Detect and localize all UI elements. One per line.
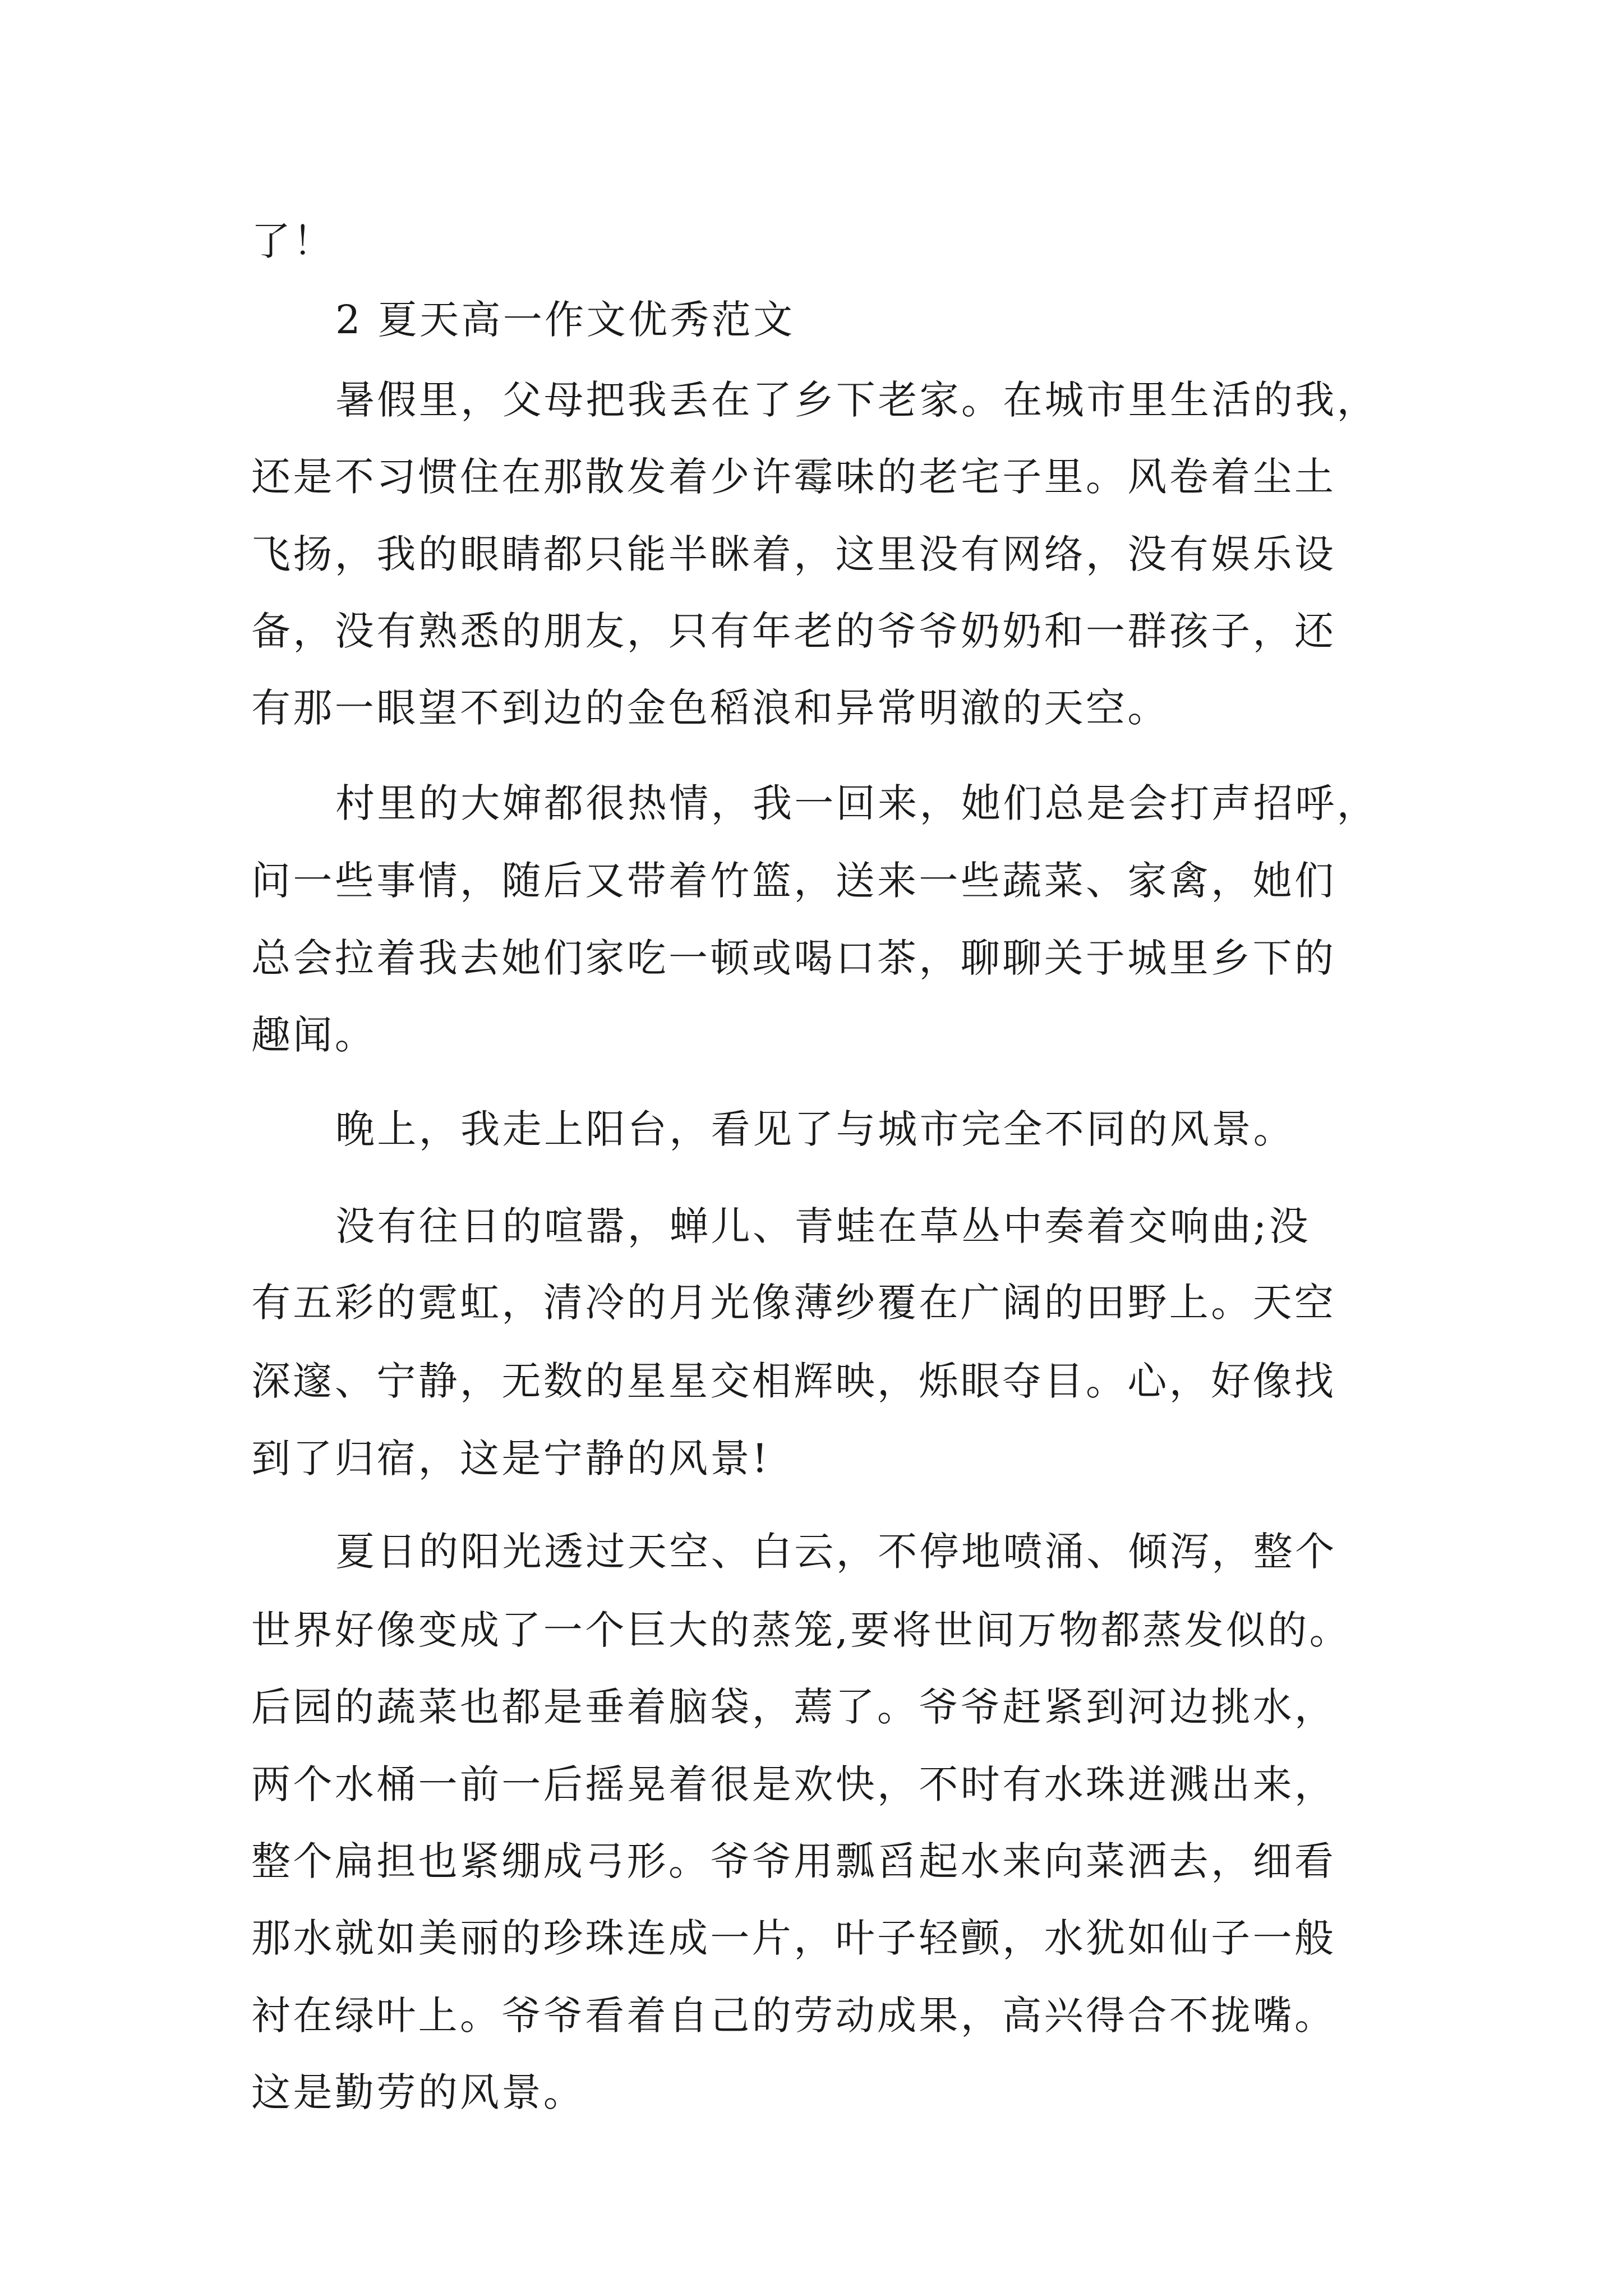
text-line: 还是不习惯住在那散发着少许霉味的老宅子里。风卷着尘土 — [251, 454, 1336, 500]
text-line: 衬在绿叶上。爷爷看着自己的劳动成果，高兴得合不拢嘴。 — [251, 1993, 1336, 2039]
text-line: 趣闻。 — [251, 1012, 377, 1058]
text-line: 了！ — [251, 218, 335, 264]
text-line: 整个扁担也紧绷成弓形。爷爷用瓢舀起水来向菜洒去，细看 — [251, 1838, 1336, 1884]
text-line: 后园的蔬菜也都是垂着脑袋，蔫了。爷爷赶紧到河边挑水， — [251, 1684, 1336, 1730]
section-heading: 2 夏天高一作文优秀范文 — [335, 297, 795, 343]
text-line: 夏日的阳光透过天空、白云，不停地喷涌、倾泻，整个 — [335, 1529, 1337, 1575]
text-line: 备，没有熟悉的朋友，只有年老的爷爷奶奶和一群孩子，还 — [251, 608, 1336, 654]
text-line: 晚上，我走上阳台，看见了与城市完全不同的风景。 — [335, 1106, 1295, 1152]
text-line: 总会拉着我去她们家吃一顿或喝口茶，聊聊关于城里乡下的 — [251, 935, 1336, 981]
text-line: 这是勤劳的风景。 — [251, 2069, 585, 2115]
text-line: 世界好像变成了一个巨大的蒸笼,要将世间万物都蒸发似的。 — [251, 1607, 1352, 1653]
text-line: 没有往日的喧嚣，蝉儿、青蛙在草丛中奏着交响曲;没 — [335, 1203, 1311, 1249]
text-line: 村里的大婶都很热情，我一回来，她们总是会打声招呼， — [335, 780, 1378, 826]
text-line: 那水就如美丽的珍珠连成一片，叶子轻颤，水犹如仙子一般 — [251, 1915, 1336, 1961]
text-line: 到了归宿，这是宁静的风景! — [251, 1435, 771, 1481]
text-line: 飞扬，我的眼睛都只能半眯着，这里没有网络，没有娱乐设 — [251, 531, 1336, 577]
text-line: 两个水桶一前一后摇晃着很是欢快，不时有水珠迸溅出来， — [251, 1761, 1336, 1807]
text-line: 深邃、宁静，无数的星星交相辉映，烁眼夺目。心，好像找 — [251, 1358, 1336, 1404]
text-line: 有那一眼望不到边的金色稻浪和异常明澈的天空。 — [251, 685, 1169, 731]
text-line: 问一些事情，随后又带着竹篮，送来一些蔬菜、家禽，她们 — [251, 858, 1336, 904]
text-line: 有五彩的霓虹，清冷的月光像薄纱覆在广阔的田野上。天空 — [251, 1280, 1336, 1326]
text-line: 暑假里，父母把我丢在了乡下老家。在城市里生活的我， — [335, 377, 1378, 423]
